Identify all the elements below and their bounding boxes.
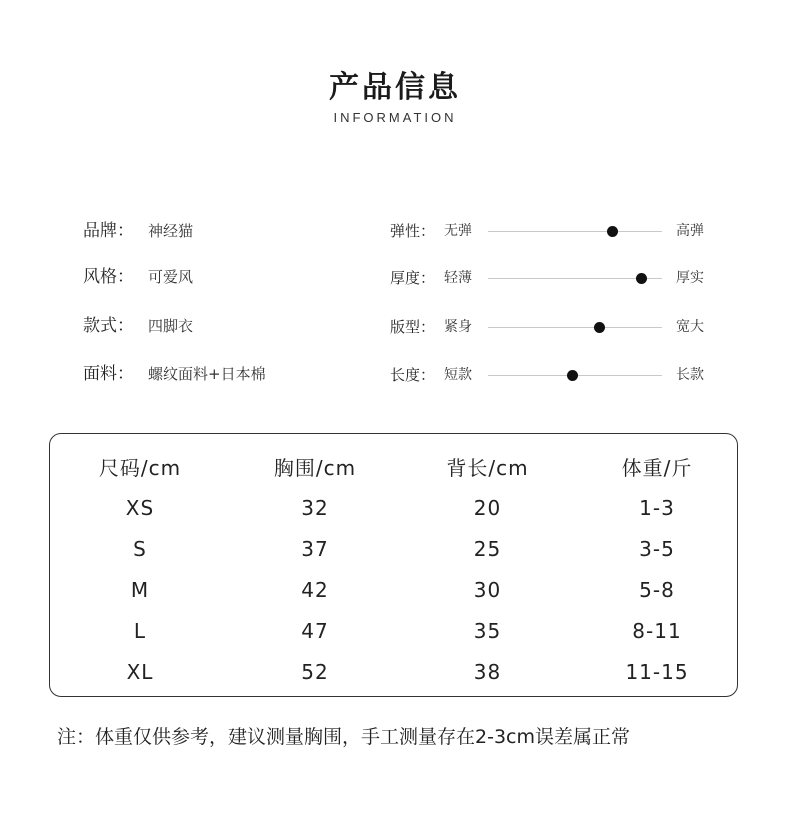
scale-label: 厚度： bbox=[390, 269, 436, 287]
scale-fit bbox=[390, 315, 720, 339]
table-cell: 38 bbox=[473, 659, 502, 684]
spec-fabric bbox=[83, 362, 266, 386]
table-cell: 32 bbox=[301, 495, 329, 520]
table-cell: 3-5 bbox=[639, 536, 675, 561]
table-cell: 42 bbox=[301, 577, 329, 602]
spec-value: 可爱风 bbox=[148, 268, 194, 286]
scale-low-label: 紧身 bbox=[444, 319, 472, 335]
spec-label: 品牌： bbox=[83, 221, 134, 241]
spec-style bbox=[83, 265, 193, 289]
scale-marker bbox=[567, 370, 578, 381]
scale-high-label: 高弹 bbox=[676, 223, 704, 239]
size-table-box bbox=[49, 433, 738, 697]
header-cell: 体重/斤 bbox=[621, 456, 693, 480]
table-cell: 1-3 bbox=[639, 495, 675, 520]
size-note: 注：体重仅供参考，建议测量胸围，手工测量存在2-3cm误差属正常 bbox=[57, 726, 630, 748]
spec-value: 螺纹面料+日本棉 bbox=[148, 365, 266, 383]
table-row bbox=[50, 487, 739, 528]
spec-type bbox=[83, 314, 193, 338]
spec-label: 款式： bbox=[83, 316, 134, 336]
table-cell: M bbox=[130, 577, 150, 602]
scale-marker bbox=[607, 226, 618, 237]
scale-low-label: 短款 bbox=[444, 367, 472, 383]
table-cell: 35 bbox=[473, 618, 502, 643]
table-cell: 47 bbox=[301, 618, 329, 643]
table-cell: 20 bbox=[473, 495, 502, 520]
table-row bbox=[50, 569, 739, 610]
header-cell: 胸围/cm bbox=[273, 456, 357, 480]
spec-brand bbox=[83, 219, 193, 243]
table-cell: 8-11 bbox=[632, 618, 682, 643]
table-cell: 52 bbox=[301, 659, 329, 684]
spec-value: 神经猫 bbox=[148, 222, 194, 240]
table-row bbox=[50, 651, 739, 692]
header-cell: 尺码/cm bbox=[98, 456, 182, 480]
spec-value: 四脚衣 bbox=[148, 317, 194, 335]
table-row bbox=[50, 528, 739, 569]
table-cell: XS bbox=[125, 495, 155, 520]
table-cell: 11-15 bbox=[625, 659, 689, 684]
scale-high-label: 宽大 bbox=[676, 319, 704, 335]
header-cell: 背长/cm bbox=[446, 456, 529, 480]
scale-marker bbox=[636, 273, 647, 284]
scale-track bbox=[488, 327, 662, 328]
scale-thickness bbox=[390, 266, 720, 290]
table-cell: 30 bbox=[473, 577, 502, 602]
scale-high-label: 厚实 bbox=[676, 270, 704, 286]
scale-label: 弹性： bbox=[390, 222, 436, 240]
scale-track bbox=[488, 231, 662, 232]
scale-marker bbox=[594, 322, 605, 333]
size-table bbox=[50, 446, 739, 692]
size-table-header bbox=[50, 446, 739, 487]
scale-label: 版型： bbox=[390, 318, 436, 336]
scale-elasticity bbox=[390, 219, 720, 243]
table-cell: L bbox=[133, 618, 147, 643]
scale-length bbox=[390, 363, 720, 387]
spec-label: 面料： bbox=[83, 364, 134, 384]
table-row bbox=[50, 610, 739, 651]
table-cell: 5-8 bbox=[639, 577, 675, 602]
scale-low-label: 轻薄 bbox=[444, 270, 472, 286]
spec-label: 风格： bbox=[83, 267, 134, 287]
scale-low-label: 无弹 bbox=[444, 223, 472, 239]
table-cell: 25 bbox=[473, 536, 502, 561]
table-cell: XL bbox=[126, 659, 154, 684]
table-cell: S bbox=[133, 536, 147, 561]
page-title: 产品信息 bbox=[329, 70, 461, 105]
table-cell: 37 bbox=[301, 536, 329, 561]
page-subtitle: INFORMATION bbox=[333, 110, 457, 125]
scale-label: 长度： bbox=[390, 366, 436, 384]
scale-high-label: 长款 bbox=[676, 367, 704, 383]
